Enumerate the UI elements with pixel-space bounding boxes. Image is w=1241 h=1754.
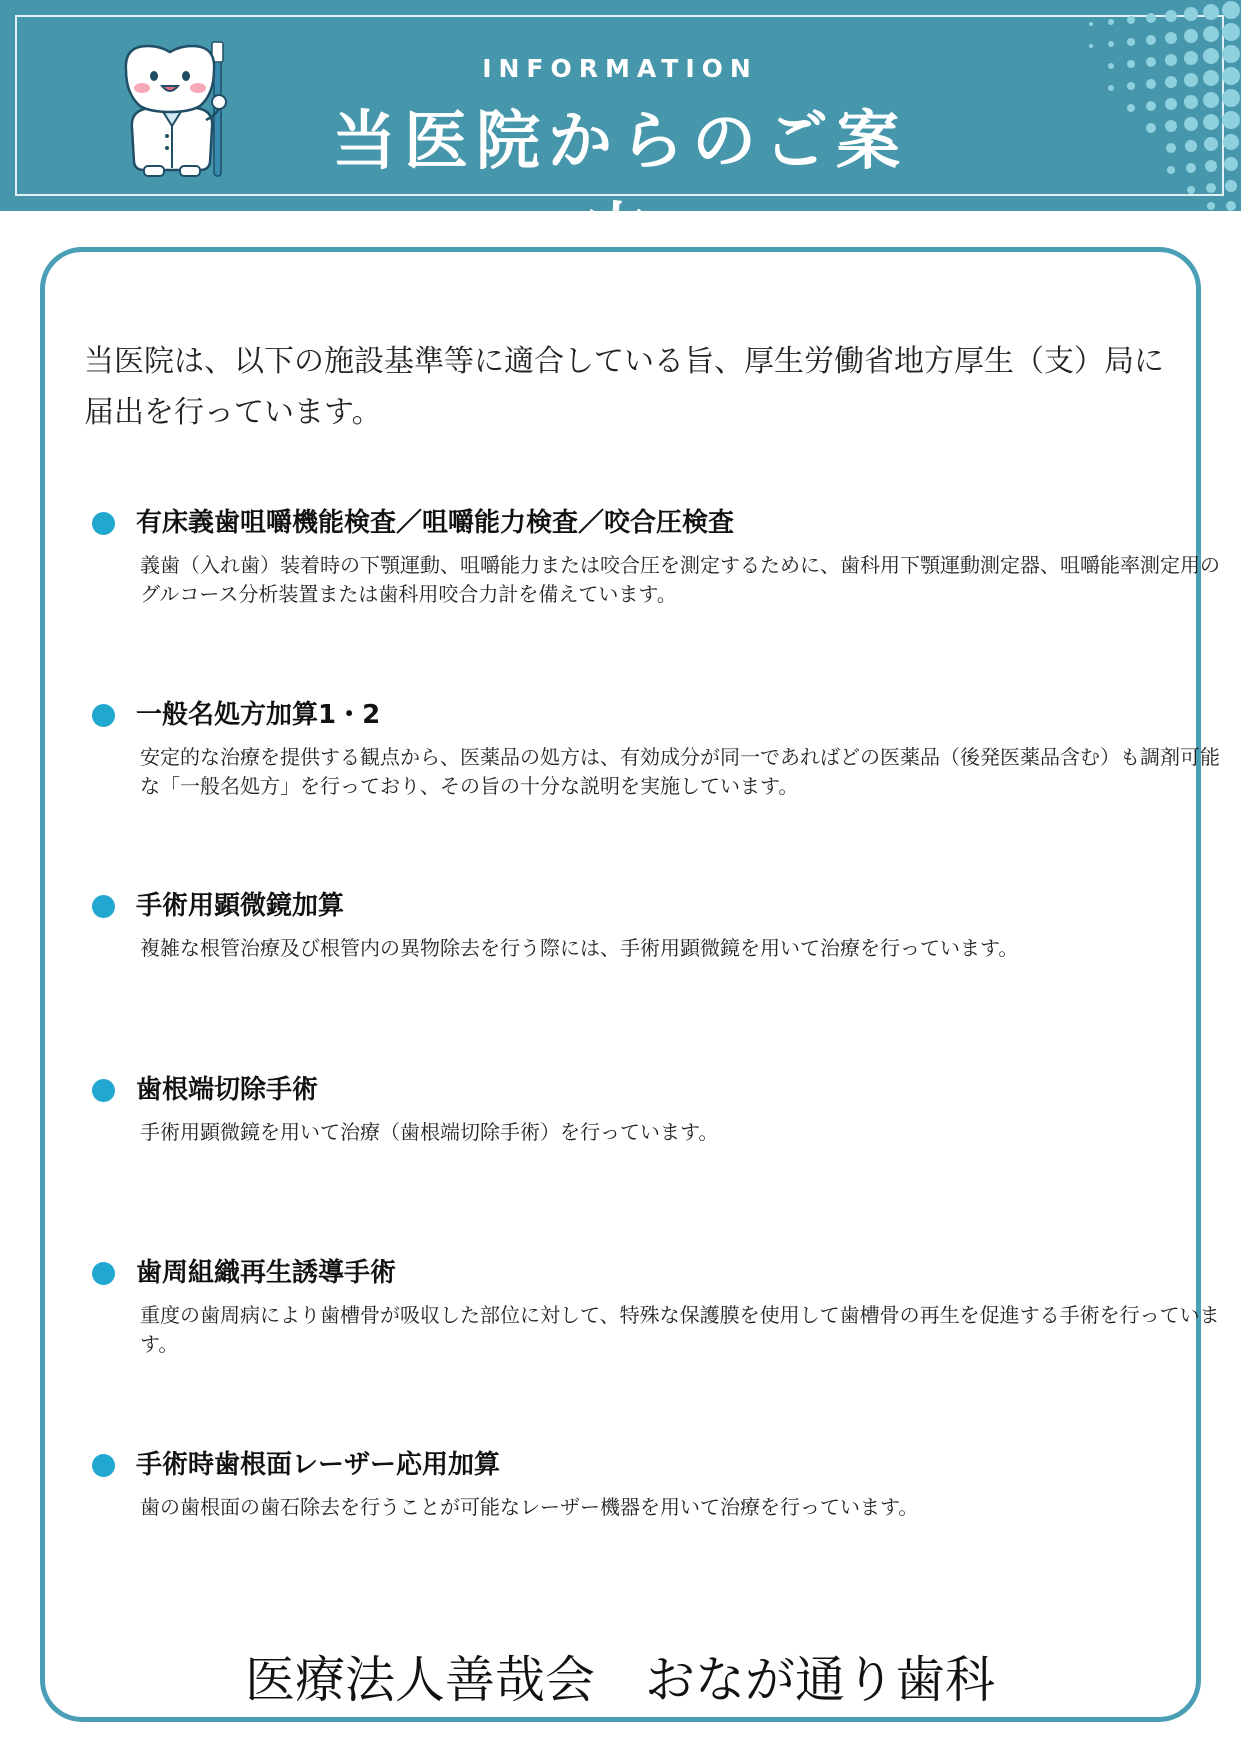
item-desc: 重度の歯周病により歯槽骨が吸収した部位に対して、特殊な保護膜を使用して歯槽骨の再生を促進する手術を行っています。 — [140, 1303, 1220, 1356]
bullet-icon — [92, 1079, 115, 1102]
bullet-icon — [92, 895, 115, 918]
header-banner — [0, 0, 1241, 271]
item-title: 手術用顕微鏡加算 — [136, 891, 345, 921]
item-title: 歯周組織再生誘導手術 — [136, 1258, 397, 1288]
halftone-dots-decoration — [941, 0, 1241, 211]
item-title: 歯根端切除手術 — [136, 1075, 319, 1105]
bullet-icon — [92, 1454, 115, 1477]
tooth-mascot-icon — [110, 40, 240, 180]
item-title: 一般名処方加算1・2 — [136, 700, 381, 730]
bullet-icon — [92, 704, 115, 727]
item-title: 有床義歯咀嚼機能検査／咀嚼能力検査／咬合圧検査 — [136, 508, 735, 538]
page-title: 当医院からのご案内 — [332, 105, 908, 271]
header-eyebrow: INFORMATION — [482, 54, 758, 83]
clinic-name: 医療法人善哉会 おなが通り歯科 — [245, 1651, 995, 1709]
item-desc: 義歯（入れ歯）装着時の下顎運動、咀嚼能力または咬合圧を測定するために、歯科用下顎運動測定器、咀嚼能率測定用のグルコース分析装置または歯科用咬合力計を備えています。 — [140, 553, 1220, 606]
item-title: 手術時歯根面レーザー応用加算 — [136, 1450, 501, 1480]
bullet-icon — [92, 512, 115, 535]
item-desc: 手術用顕微鏡を用いて治療（歯根端切除手術）を行っています。 — [140, 1120, 719, 1144]
item-desc: 安定的な治療を提供する観点から、医薬品の処方は、有効成分が同一であればどの医薬品（後発医薬品含む）も調剤可能な「一般名処方」を行っており、その旨の十分な説明を実施しています。 — [140, 745, 1220, 798]
item-desc: 複雑な根管治療及び根管内の異物除去を行う際には、手術用顕微鏡を用いて治療を行っています。 — [140, 936, 1019, 960]
bullet-icon — [92, 1262, 115, 1285]
item-desc: 歯の歯根面の歯石除去を行うことが可能なレーザー機器を用いて治療を行っています。 — [140, 1495, 919, 1519]
intro-text: 当医院は、以下の施設基準等に適合している旨、厚生労働省地方厚生（支）局に届出を行っています。 — [84, 344, 1164, 430]
